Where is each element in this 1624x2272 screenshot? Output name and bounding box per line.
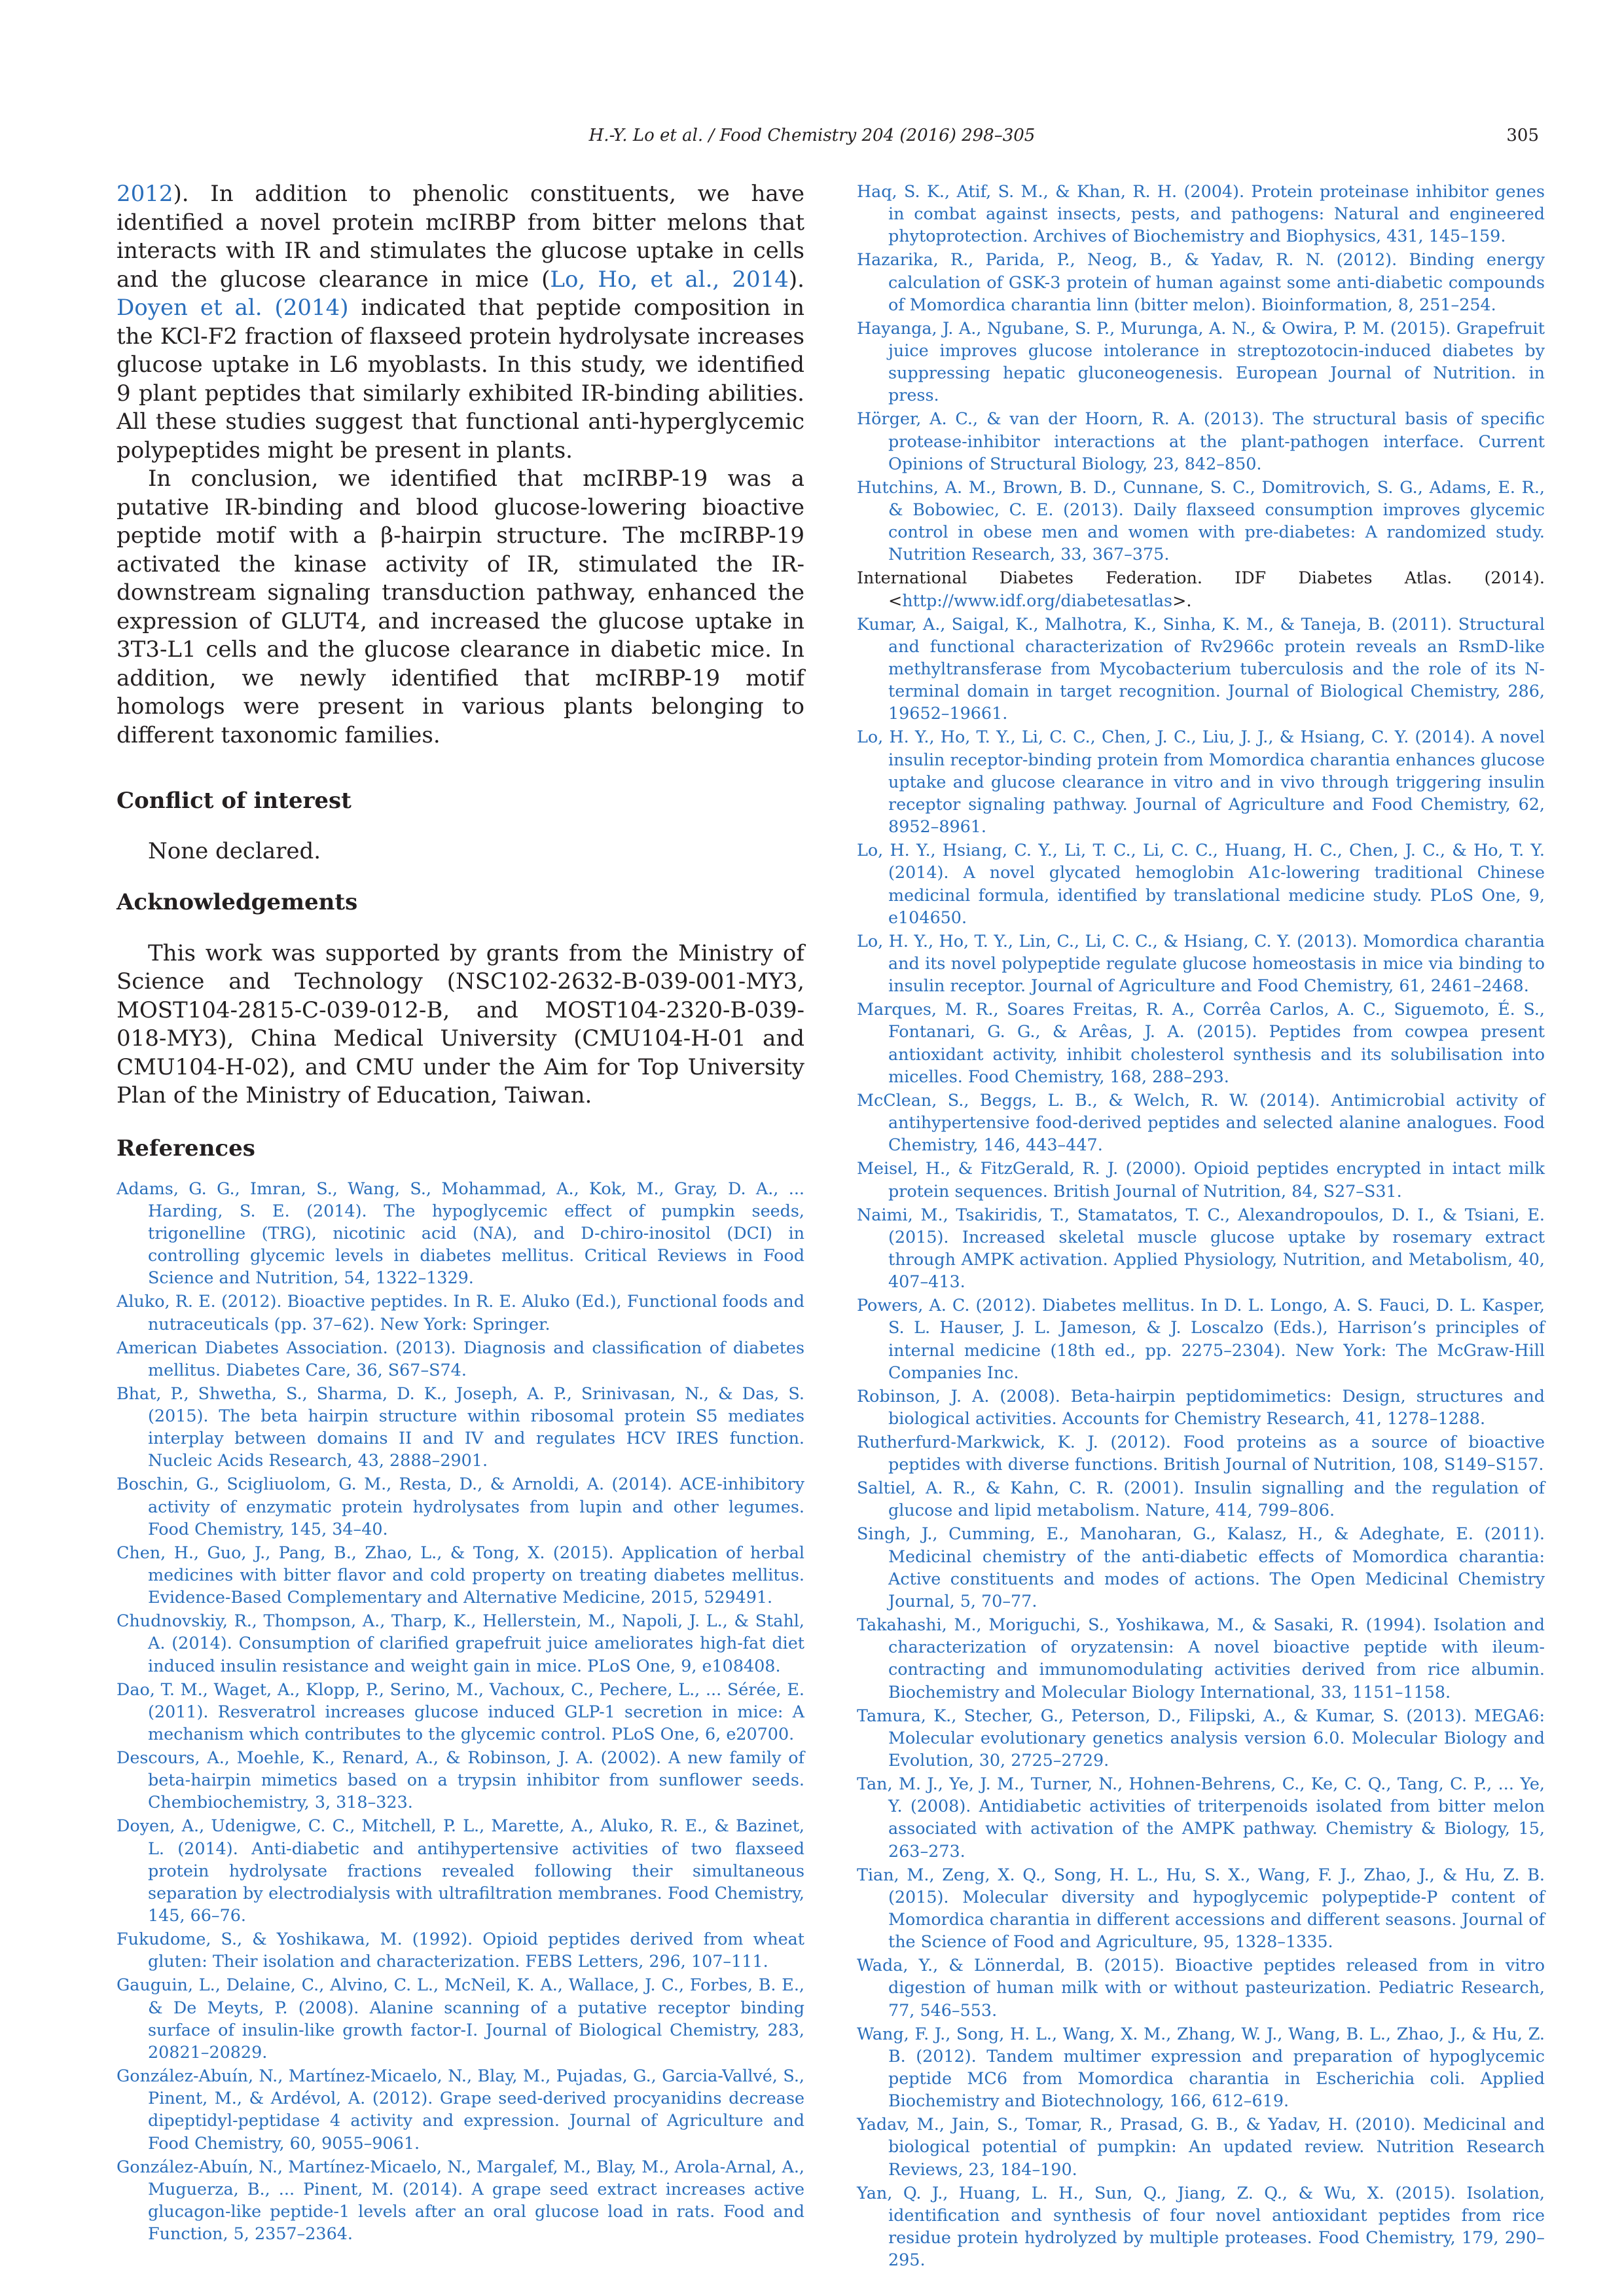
reference-item[interactable]: Adams, G. G., Imran, S., Wang, S., Mohammad, A., Kok, M., Gray, D. A., ... Harding, S. E. (2014). The hypoglycemic effect of pumpkin seeds, trigonelline (TRG), nicotinic acid (NA), and D-chiro-inositol (DCI) in controlling glycemic levels in diabetes mellitus. Critical Reviews in Food Science and Nutrition, 54, 1322–1329.	[117, 1178, 804, 1288]
reference-item[interactable]: Marques, M. R., Soares Freitas, R. A., Corrêa Carlos, A. C., Siguemoto, É. S., Fontanari, G. G., & Arêas, J. A. (2015). Peptides from cowpea present antioxidant activity, inhibit cholesterol synthesis and its solubilisation into micelles. Food Chemistry, 168, 288–293.	[857, 999, 1545, 1086]
reference-item[interactable]: Wang, F. J., Song, H. L., Wang, X. M., Zhang, W. J., Wang, B. L., Zhao, J., & Hu, Z. B. (2012). Tandem multimer expression and preparation of hypoglycemic peptide MC6 from Momordica charantia in Escherichia coli. Applied Biochemistry and Biotechnology, 166, 612–619.	[857, 2023, 1545, 2111]
conflict-of-interest-text: None declared.	[148, 838, 321, 864]
reference-item[interactable]: Doyen, A., Udenigwe, C. C., Mitchell, P. L., Marette, A., Aluko, R. E., & Bazinet, L. (2014). Anti-diabetic and antihypertensive activities of two flaxseed protein hydrolysate fractions revealed following their simultaneous separation by electrodialysis with ultrafiltration membranes. Food Chemistry, 145, 66–76.	[117, 1816, 804, 1926]
reference-item[interactable]: Boschin, G., Scigliuolom, G. M., Resta, D., & Arnoldi, A. (2014). ACE-inhibitory activity of enzymatic protein hydrolysates from lupin and other legumes. Food Chemistry, 145, 34–40.	[117, 1474, 804, 1539]
reference-item[interactable]: Yan, Q. J., Huang, L. H., Sun, Q., Jiang, Z. Q., & Wu, X. (2015). Isolation, identification and synthesis of four novel antioxidant peptides from rice residue protein hydrolyzed by multiple proteases. Food Chemistry, 179, 290–295.	[857, 2182, 1545, 2270]
paragraph-text: ). In addition to phenolic constituents, we have identified a novel protein mcIRBP from bitter melons that interacts with IR and stimulates the glucose uptake in cells and the glucose clearance in mice (	[117, 181, 804, 293]
reference-item[interactable]: Haq, S. K., Atif, S. M., & Khan, R. H. (2004). Protein proteinase inhibitor genes in combat against insects, pests, and pathogens: Natural and engineered phytoprotection. Archives of Biochemistry and Biophysics, 431, 145–159.	[857, 181, 1545, 246]
reference-item	[857, 566, 1545, 611]
reference-item[interactable]: Descours, A., Moehle, K., Renard, A., & Robinson, J. A. (2002). A new family of beta-hairpin mimetics based on a trypsin inhibitor from sunflower seeds. Chembiochemistry, 3, 318–323.	[117, 1747, 804, 1812]
reference-item[interactable]: Naimi, M., Tsakiridis, T., Stamatatos, T. C., Alexandropoulos, D. I., & Tsiani, E. (2015). Increased skeletal muscle glucose uptake by rosemary extract through AMPK activation. Applied Physiology, Nutrition, and Metabolism, 40, 407–413.	[857, 1204, 1545, 1292]
paragraph-text: indicated that peptide composition in the KCl-F2 fraction of flaxseed protein hydrolysate increases glucose uptake in L6 myoblasts. In this study, we identified 9 plant peptides that similarly exhibited IR-binding abilities. All these studies suggest that functional anti-hyperglycemic polypeptides might be present in plants.	[117, 295, 804, 464]
acknowledgements-heading: Acknowledgements	[117, 889, 358, 915]
reference-item[interactable]: Chen, H., Guo, J., Pang, B., Zhao, L., & Tong, X. (2015). Application of herbal medicines with bitter flavor and cold property on treating diabetes mellitus. Evidence-Based Complementary and Alternative Medicine, 2015, 529491.	[117, 1542, 804, 1607]
body-paragraph-2: In conclusion, we identified that mcIRBP-19 was a putative IR-binding and blood glucose-lowering bioactive peptide motif with a β-hairpin structure. The mcIRBP-19 activated the kinase activity of IR, stimulated the IR-downstream signaling transduction pathway, enhanced the expression of GLUT4, and increased the glucose uptake in 3T3-L1 cells and the glucose clearance in diabetic mice. In addition, we newly identified that mcIRBP-19 motif homologs were present in various plants belonging to different taxonomic families.	[117, 466, 804, 748]
reference-item[interactable]: Rutherfurd-Markwick, K. J. (2012). Food proteins as a source of bioactive peptides with diverse functions. British Journal of Nutrition, 108, S149–S157.	[857, 1431, 1545, 1475]
reference-item[interactable]: Singh, J., Cumming, E., Manoharan, G., Kalasz, H., & Adeghate, E. (2011). Medicinal chemistry of the anti-diabetic effects of Momordica charantia: Active constituents and modes of actions. The Open Medicinal Chemistry Journal, 5, 70–77.	[857, 1524, 1545, 1611]
reference-item[interactable]: McClean, S., Beggs, L. B., & Welch, R. W. (2014). Antimicrobial activity of antihypertensive food-derived peptides and selected alanine analogues. Food Chemistry, 146, 443–447.	[857, 1090, 1545, 1155]
reference-text: >.	[1172, 590, 1192, 610]
reference-item[interactable]: Gauguin, L., Delaine, C., Alvino, C. L., McNeil, K. A., Wallace, J. C., Forbes, B. E., & De Meyts, P. (2008). Alanine scanning of a putative receptor binding surface of insulin-like growth factor-I. Journal of Biological Chemistry, 283, 20821–20829.	[117, 1975, 804, 2062]
reference-list-right	[857, 180, 1545, 2271]
idf-url-link[interactable]: http://www.idf.org/diabetesatlas	[902, 590, 1173, 610]
reference-item[interactable]: Hazarika, R., Parida, P., Neog, B., & Yadav, R. N. (2012). Binding energy calculation of GSK-3 protein of human against some anti-diabetic compounds of Momordica charantia linn (bitter melon). Bioinformation, 8, 251–254.	[857, 249, 1545, 314]
reference-item[interactable]: Takahashi, M., Moriguchi, S., Yoshikawa, M., & Sasaki, R. (1994). Isolation and characterization of oryzatensin: A novel bioactive peptide with ileum-contracting and immunomodulating activities derived from rice albumin. Biochemistry and Molecular Biology International, 33, 1151–1158.	[857, 1614, 1545, 1702]
reference-item[interactable]: Hutchins, A. M., Brown, B. D., Cunnane, S. C., Domitrovich, S. G., Adams, E. R., & Bobowiec, C. E. (2013). Daily flaxseed consumption improves glycemic control in obese men and women with pre-diabetes: A randomized study. Nutrition Research, 33, 367–375.	[857, 477, 1545, 564]
reference-item[interactable]: Saltiel, A. R., & Kahn, C. R. (2001). Insulin signalling and the regulation of glucose and lipid metabolism. Nature, 414, 799–806.	[857, 1478, 1545, 1520]
paragraph-text: ).	[788, 266, 804, 293]
reference-item[interactable]: Robinson, J. A. (2008). Beta-hairpin peptidomimetics: Design, structures and biological activities. Accounts for Chemistry Research, 41, 1278–1288.	[857, 1385, 1545, 1428]
reference-list-left	[117, 1177, 804, 2245]
reference-item[interactable]: Powers, A. C. (2012). Diabetes mellitus. In D. L. Longo, A. S. Fauci, D. L. Kasper, S. L. Hauser, J. L. Jameson, & J. Loscalzo (Eds.), Harrison’s principles of internal medicine (18th ed., pp. 2275–2304). New York: The McGraw-Hill Companies Inc.	[857, 1295, 1545, 1382]
citation-link-2012[interactable]: 2012	[117, 181, 173, 207]
journal-citation: H.-Y. Lo et al. / Food Chemistry 204 (2016) 298–305	[588, 126, 1036, 145]
reference-item[interactable]: González-Abuín, N., Martínez-Micaelo, N., Margalef, M., Blay, M., Arola-Arnal, A., Muguerza, B., ... Pinent, M. (2014). A grape seed extract increases active glucagon-like peptide-1 levels after an oral glucose load in rats. Food and Function, 5, 2357–2364.	[117, 2156, 804, 2244]
page-number: 305	[1506, 126, 1539, 145]
left-column	[117, 180, 804, 2246]
reference-item[interactable]: Tian, M., Zeng, X. Q., Song, H. L., Hu, S. X., Wang, F. J., Zhao, J., & Hu, Z. B. (2015). Molecular diversity and hypoglycemic polypeptide-P content of Momordica charantia in different accessions and different seasons. Journal of the Science of Food and Agriculture, 95, 1328–1335.	[857, 1864, 1545, 1952]
reference-item[interactable]: Meisel, H., & FitzGerald, R. J. (2000). Opioid peptides encrypted in intact milk protein sequences. British Journal of Nutrition, 84, S27–S31.	[857, 1158, 1545, 1201]
reference-item[interactable]: Lo, H. Y., Hsiang, C. Y., Li, T. C., Li, C. C., Huang, H. C., Chen, J. C., & Ho, T. Y. (2014). A novel glycated hemoglobin A1c-lowering traditional Chinese medicinal formula, identified by translational medicine study. PLoS One, 9, e104650.	[857, 840, 1545, 927]
citation-link-doyen-2014[interactable]: Doyen et al. (2014)	[117, 295, 349, 321]
acknowledgements-text: This work was supported by grants from the Ministry of Science and Technology (NSC102-2632-B-039-001-MY3, MOST104-2815-C-039-012-B, and MOST104-2320-B-039-018-MY3), China Medical University (CMU104-H-01 and CMU104-H-02), and CMU under the Aim for Top University Plan of the Ministry of Education, Taiwan.	[117, 940, 804, 1109]
reference-item[interactable]: Lo, H. Y., Ho, T. Y., Li, C. C., Chen, J. C., Liu, J. J., & Hsiang, C. Y. (2014). A novel insulin receptor-binding protein from Momordica charantia enhances glucose uptake and glucose clearance in vitro and in vivo through triggering insulin receptor signaling pathway. Journal of Agriculture and Food Chemistry, 62, 8952–8961.	[857, 727, 1545, 837]
reference-item[interactable]: American Diabetes Association. (2013). Diagnosis and classification of diabetes mellitus. Diabetes Care, 36, S67–S74.	[117, 1337, 804, 1380]
running-head	[0, 126, 1624, 152]
reference-item[interactable]: Yadav, M., Jain, S., Tomar, R., Prasad, G. B., & Yadav, H. (2010). Medicinal and biological potential of pumpkin: An updated review. Nutrition Research Reviews, 23, 184–190.	[857, 2114, 1545, 2179]
reference-item[interactable]: Dao, T. M., Waget, A., Klopp, P., Serino, M., Vachoux, C., Pechere, L., ... Sérée, E. (2011). Resveratrol increases glucose induced GLP-1 secretion in mice: A mechanism which contributes to the glycemic control. PLoS One, 6, e20700.	[117, 1679, 804, 1744]
reference-item[interactable]: Tamura, K., Stecher, G., Peterson, D., Filipski, A., & Kumar, S. (2013). MEGA6: Molecular evolutionary genetics analysis version 6.0. Molecular Biology and Evolution, 30, 2725–2729.	[857, 1705, 1545, 1770]
body-paragraph-1	[117, 180, 804, 465]
reference-item[interactable]: Bhat, P., Shwetha, S., Sharma, D. K., Joseph, A. P., Srinivasan, N., & Das, S. (2015). The beta hairpin structure within ribosomal protein S5 mediates interplay between domains II and IV and regulates HCV IRES function. Nucleic Acids Research, 43, 2888–2901.	[117, 1383, 804, 1471]
reference-item[interactable]: Lo, H. Y., Ho, T. Y., Lin, C., Li, C. C., & Hsiang, C. Y. (2013). Momordica charantia and its novel polypeptide regulate glucose homeostasis in mice via binding to insulin receptor. Journal of Agriculture and Food Chemistry, 61, 2461–2468.	[857, 930, 1545, 996]
references-heading: References	[117, 1135, 255, 1162]
reference-item[interactable]: Hayanga, J. A., Ngubane, S. P., Murunga, A. N., & Owira, P. M. (2015). Grapefruit juice improves glucose intolerance in streptozotocin-induced diabetes by suppressing hepatic gluconeogenesis. European Journal of Nutrition. in press.	[857, 318, 1545, 405]
conflict-of-interest-heading: Conflict of interest	[117, 788, 352, 814]
citation-link-lo-ho-2014[interactable]: Lo, Ho, et al., 2014	[550, 266, 789, 293]
reference-item[interactable]: Wada, Y., & Lönnerdal, B. (2015). Bioactive peptides released from in vitro digestion of human milk with or without pasteurization. Pediatric Research, 77, 546–553.	[857, 1955, 1545, 2020]
reference-item[interactable]: Fukudome, S., & Yoshikawa, M. (1992). Opioid peptides derived from wheat gluten: Their isolation and characterization. FEBS Letters, 296, 107–111.	[117, 1929, 804, 1971]
reference-text: International Diabetes Federation. IDF Diabetes Atlas. (2014). <	[857, 568, 1545, 610]
reference-item[interactable]: Kumar, A., Saigal, K., Malhotra, K., Sinha, K. M., & Taneja, B. (2011). Structural and functional characterization of Rv2966c protein reveals an RsmD-like methyltransferase from Mycobacterium tuberculosis and the role of its N-terminal domain in target recognition. Journal of Biological Chemistry, 286, 19652–19661.	[857, 614, 1545, 724]
right-column	[857, 180, 1545, 2272]
reference-item[interactable]: Aluko, R. E. (2012). Bioactive peptides. In R. E. Aluko (Ed.), Functional foods and nutraceuticals (pp. 37–62). New York: Springer.	[117, 1291, 804, 1334]
reference-item[interactable]: González-Abuín, N., Martínez-Micaelo, N., Blay, M., Pujadas, G., Garcia-Vallvé, S., Pinent, M., & Ardévol, A. (2012). Grape seed-derived procyanidins decrease dipeptidyl-peptidase 4 activity and expression. Journal of Agriculture and Food Chemistry, 60, 9055–9061.	[117, 2065, 804, 2153]
reference-item[interactable]: Tan, M. J., Ye, J. M., Turner, N., Hohnen-Behrens, C., Ke, C. Q., Tang, C. P., ... Ye, Y. (2008). Antidiabetic activities of triterpenoids isolated from bitter melon associated with activation of the AMPK pathway. Chemistry & Biology, 15, 263–273.	[857, 1773, 1545, 1861]
reference-item[interactable]: Hörger, A. C., & van der Hoorn, R. A. (2013). The structural basis of specific protease-inhibitor interactions at the plant-pathogen interface. Current Opinions of Structural Biology, 23, 842–850.	[857, 409, 1545, 473]
reference-item[interactable]: Chudnovskiy, R., Thompson, A., Tharp, K., Hellerstein, M., Napoli, J. L., & Stahl, A. (2014). Consumption of clarified grapefruit juice ameliorates high-fat diet induced insulin resistance and weight gain in mice. PLoS One, 9, e108408.	[117, 1611, 804, 1676]
